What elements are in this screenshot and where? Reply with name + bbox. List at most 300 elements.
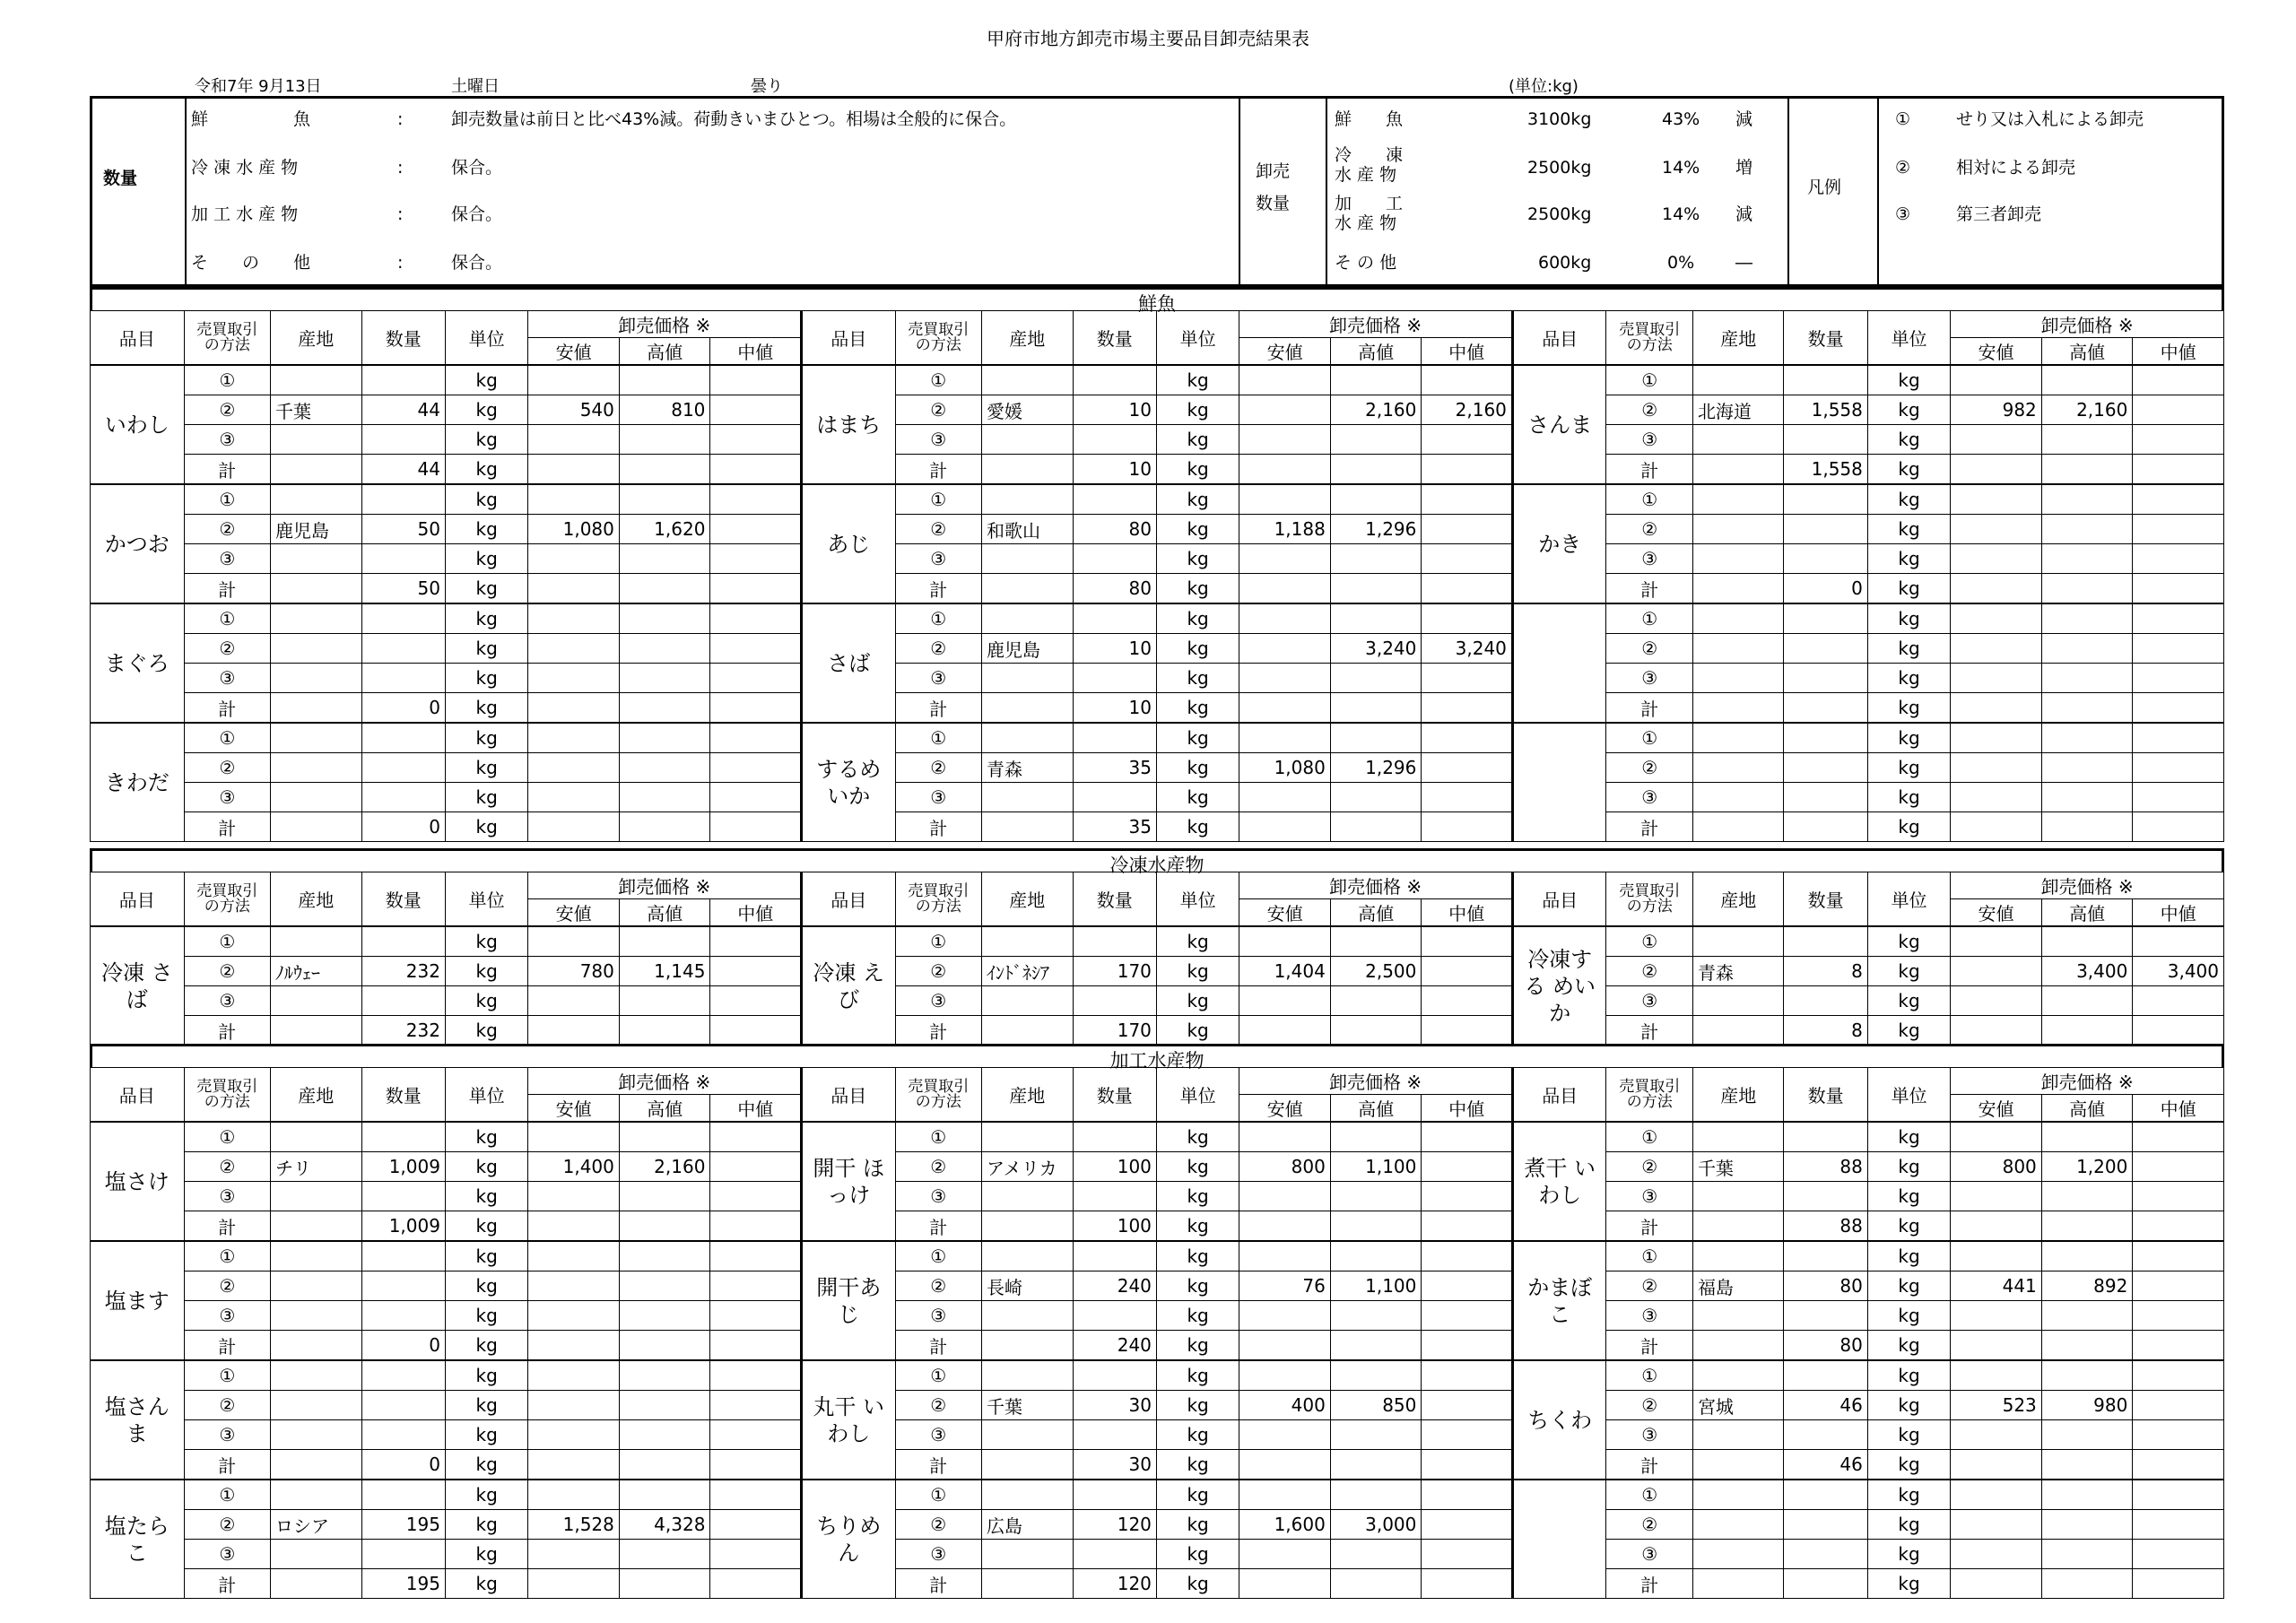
price-mid-cell [2133, 664, 2224, 693]
qty-cell [1073, 1122, 1156, 1152]
col-header-price: 卸売価格 ※ [1239, 872, 1513, 899]
price-high-cell: 2,160 [2041, 395, 2133, 425]
qty-cell: 232 [361, 1016, 445, 1046]
unit-cell: kg [1156, 812, 1239, 842]
col-header-unit: 単位 [445, 872, 527, 927]
price-high-cell: 1,200 [2041, 1152, 2133, 1182]
col-header-item: 品目 [1512, 1068, 1606, 1123]
price-mid-cell [2133, 484, 2224, 515]
table-row [91, 1152, 2224, 1182]
col-header-method-line: の方法 [915, 897, 961, 916]
price-high-cell [1330, 723, 1422, 753]
unit-cell: kg [1156, 1152, 1239, 1182]
unit-cell: kg [445, 603, 527, 634]
unit-cell: kg [1867, 1211, 1950, 1242]
unit-cell: kg [445, 926, 527, 957]
origin-cell [1692, 574, 1784, 604]
price-mid-cell [2133, 1122, 2224, 1152]
price-mid-cell [1422, 1569, 1513, 1599]
origin-cell: 鹿児島 [981, 634, 1073, 664]
price-low-cell [1239, 1450, 1331, 1480]
qty-cell: 0 [361, 1331, 445, 1361]
price-mid-cell [2133, 1152, 2224, 1182]
col-header-method-line: の方法 [1626, 335, 1673, 354]
unit-note: (単位:kg) [1509, 77, 1578, 96]
method-mark: ③ [895, 986, 981, 1016]
price-low-cell: 400 [1239, 1391, 1331, 1420]
origin-cell [271, 812, 362, 842]
unit-cell: kg [1867, 783, 1950, 812]
qty-cell: 195 [361, 1569, 445, 1599]
method-mark: ③ [184, 986, 270, 1016]
price-high-cell [2041, 1331, 2133, 1361]
unit-cell: kg [1867, 634, 1950, 664]
price-low-cell [1951, 957, 2042, 986]
method-mark: 計 [1606, 455, 1692, 485]
method-mark: 計 [184, 693, 270, 724]
price-mid-cell [1422, 723, 1513, 753]
col-header-origin: 産地 [1692, 872, 1784, 927]
price-mid-cell [2133, 986, 2224, 1016]
unit-cell: kg [445, 783, 527, 812]
summary-colon: : [397, 158, 404, 178]
table-row [91, 1182, 2224, 1211]
price-high-cell [619, 1360, 710, 1391]
price-mid-cell [2133, 1510, 2224, 1540]
volume-pct: 43% [1662, 109, 1700, 129]
unit-cell: kg [1867, 723, 1950, 753]
summary-comment: 卸売数量は前日と比べ43%減。荷動きいまひとつ。相場は全般的に保合。 [451, 109, 1017, 129]
qty-cell [1784, 753, 1867, 783]
table-row [91, 515, 2224, 544]
unit-cell: kg [445, 1569, 527, 1599]
col-header-high: 高値 [1330, 338, 1422, 366]
price-mid-cell [1422, 603, 1513, 634]
table-row [91, 395, 2224, 425]
origin-cell [1692, 603, 1784, 634]
price-high-cell [2041, 693, 2133, 724]
price-high-cell [619, 484, 710, 515]
origin-cell: 愛媛 [981, 395, 1073, 425]
method-mark: ③ [1606, 783, 1692, 812]
method-mark: ① [895, 484, 981, 515]
price-mid-cell [1422, 1182, 1513, 1211]
qty-cell [1784, 723, 1867, 753]
qty-cell [361, 484, 445, 515]
processed-table [90, 1067, 2224, 1599]
method-mark: ① [895, 1241, 981, 1271]
qty-cell [361, 753, 445, 783]
col-header-low: 安値 [1951, 338, 2042, 366]
method-mark: ② [895, 753, 981, 783]
item-name: 開干あじ [801, 1241, 895, 1360]
unit-cell: kg [1156, 723, 1239, 753]
origin-cell [271, 365, 362, 395]
price-mid-cell [2133, 1182, 2224, 1211]
table-row [91, 425, 2224, 455]
origin-cell [981, 1420, 1073, 1450]
price-high-cell [1330, 603, 1422, 634]
price-mid-cell [710, 1211, 802, 1242]
method-mark: ③ [895, 783, 981, 812]
price-mid-cell [710, 1301, 802, 1331]
qty-cell: 8 [1784, 957, 1867, 986]
price-mid-cell [710, 395, 802, 425]
col-header-mid: 中値 [1422, 338, 1513, 366]
frozen-table [90, 872, 2224, 1046]
unit-cell: kg [445, 1480, 527, 1510]
unit-cell: kg [445, 455, 527, 485]
method-mark: ② [1606, 957, 1692, 986]
price-high-cell [1330, 425, 1422, 455]
unit-cell: kg [1156, 544, 1239, 574]
price-low-cell [528, 1301, 620, 1331]
qty-cell: 232 [361, 957, 445, 986]
qty-cell [361, 664, 445, 693]
price-low-cell [1239, 1016, 1331, 1046]
price-high-cell [1330, 1211, 1422, 1242]
qty-cell [361, 1420, 445, 1450]
price-low-cell [528, 1420, 620, 1450]
method-mark: ① [1606, 365, 1692, 395]
method-mark: 計 [184, 812, 270, 842]
table-row [91, 783, 2224, 812]
price-low-cell [1239, 664, 1331, 693]
origin-cell [981, 926, 1073, 957]
unit-cell: kg [1156, 365, 1239, 395]
price-high-cell [619, 783, 710, 812]
volume-label: 数量 [1256, 194, 1291, 213]
table-row [91, 1480, 2224, 1510]
method-mark: 計 [1606, 1331, 1692, 1361]
price-high-cell [1330, 1301, 1422, 1331]
unit-cell: kg [445, 365, 527, 395]
qty-cell [361, 1360, 445, 1391]
qty-cell [1073, 1241, 1156, 1271]
col-header-unit: 単位 [1867, 311, 1950, 366]
price-low-cell [1239, 1301, 1331, 1331]
price-low-cell [1951, 1182, 2042, 1211]
price-high-cell [2041, 455, 2133, 485]
origin-cell [981, 1182, 1073, 1211]
unit-cell: kg [445, 1301, 527, 1331]
price-mid-cell [710, 365, 802, 395]
col-header-qty: 数量 [1073, 311, 1156, 366]
price-low-cell [528, 484, 620, 515]
method-mark: ① [895, 1480, 981, 1510]
price-low-cell [1951, 1510, 2042, 1540]
unit-cell: kg [445, 634, 527, 664]
price-high-cell [2041, 783, 2133, 812]
price-mid-cell [2133, 1271, 2224, 1301]
unit-cell: kg [1156, 1510, 1239, 1540]
origin-cell [1692, 753, 1784, 783]
item-name: さんま [1512, 365, 1606, 484]
method-mark: ② [895, 1152, 981, 1182]
item-name: 冷凍 さば [91, 926, 185, 1046]
price-mid-cell [1422, 1016, 1513, 1046]
origin-cell [271, 1211, 362, 1242]
price-high-cell [619, 1016, 710, 1046]
price-low-cell [1951, 783, 2042, 812]
unit-cell: kg [1867, 926, 1950, 957]
method-mark: ① [1606, 1480, 1692, 1510]
price-low-cell: 1,528 [528, 1510, 620, 1540]
price-mid-cell [710, 1271, 802, 1301]
unit-cell: kg [445, 812, 527, 842]
col-header-mid: 中値 [710, 1095, 802, 1123]
origin-cell [271, 664, 362, 693]
qty-cell: 10 [1073, 693, 1156, 724]
price-low-cell [528, 1211, 620, 1242]
price-mid-cell [2133, 723, 2224, 753]
origin-cell [271, 1331, 362, 1361]
price-mid-cell [710, 1450, 802, 1480]
price-mid-cell [710, 812, 802, 842]
price-low-cell: 982 [1951, 395, 2042, 425]
unit-cell: kg [1867, 753, 1950, 783]
price-low-cell [1951, 634, 2042, 664]
table-row [91, 1540, 2224, 1569]
table-row [91, 986, 2224, 1016]
origin-cell: 和歌山 [981, 515, 1073, 544]
qty-cell: 80 [1784, 1271, 1867, 1301]
price-mid-cell [2133, 1420, 2224, 1450]
method-mark: ③ [184, 1301, 270, 1331]
origin-cell: チリ [271, 1152, 362, 1182]
unit-cell: kg [445, 1271, 527, 1301]
price-low-cell: 1,188 [1239, 515, 1331, 544]
qty-cell [1784, 515, 1867, 544]
method-mark: ③ [184, 425, 270, 455]
col-header-method [184, 872, 270, 927]
origin-cell [271, 1480, 362, 1510]
method-mark: ① [895, 1122, 981, 1152]
method-mark: ② [895, 395, 981, 425]
price-high-cell: 4,328 [619, 1510, 710, 1540]
price-mid-cell [2133, 1301, 2224, 1331]
origin-cell [271, 783, 362, 812]
price-high-cell: 892 [2041, 1271, 2133, 1301]
price-low-cell [1951, 1480, 2042, 1510]
price-high-cell: 3,400 [2041, 957, 2133, 986]
price-high-cell [2041, 1540, 2133, 1569]
price-high-cell [2041, 1241, 2133, 1271]
qty-cell [1784, 1122, 1867, 1152]
origin-cell [981, 544, 1073, 574]
origin-cell [271, 603, 362, 634]
price-high-cell [619, 1122, 710, 1152]
unit-cell: kg [1867, 1450, 1950, 1480]
method-mark: 計 [1606, 1569, 1692, 1599]
price-mid-cell [1422, 1122, 1513, 1152]
price-low-cell [528, 603, 620, 634]
table-row [91, 723, 2224, 753]
price-mid-cell [2133, 1450, 2224, 1480]
method-mark: ③ [184, 1540, 270, 1569]
unit-cell: kg [1867, 986, 1950, 1016]
origin-cell [1692, 544, 1784, 574]
unit-cell: kg [1156, 926, 1239, 957]
col-header-item: 品目 [801, 311, 895, 366]
method-mark: ① [895, 723, 981, 753]
col-header-low: 安値 [528, 1095, 620, 1123]
qty-cell: 195 [361, 1510, 445, 1540]
method-mark: ① [895, 926, 981, 957]
qty-cell [1073, 484, 1156, 515]
unit-cell: kg [1867, 425, 1950, 455]
price-mid-cell [1422, 1540, 1513, 1569]
price-high-cell [619, 1271, 710, 1301]
method-mark: ③ [184, 783, 270, 812]
price-low-cell [528, 1331, 620, 1361]
unit-cell: kg [1156, 1540, 1239, 1569]
method-mark: ③ [1606, 1182, 1692, 1211]
price-mid-cell [1422, 1331, 1513, 1361]
price-low-cell [528, 1450, 620, 1480]
price-mid-cell [710, 1360, 802, 1391]
price-high-cell [1330, 926, 1422, 957]
unit-cell: kg [1867, 1241, 1950, 1271]
table-row [91, 1510, 2224, 1540]
price-mid-cell [1422, 484, 1513, 515]
price-mid-cell [1422, 574, 1513, 604]
table-row [91, 664, 2224, 693]
price-high-cell [619, 926, 710, 957]
volume-dir: ― [1735, 253, 1752, 273]
origin-cell [981, 693, 1073, 724]
price-mid-cell [710, 484, 802, 515]
table-row [91, 1241, 2224, 1271]
summary-cat: 加 工 水 産 物 [191, 204, 299, 224]
qty-cell [1784, 1569, 1867, 1599]
legend-label: 凡例 [1807, 178, 1842, 197]
origin-cell [1692, 1540, 1784, 1569]
origin-cell [1692, 1331, 1784, 1361]
price-high-cell: 810 [619, 395, 710, 425]
method-mark: 計 [1606, 1211, 1692, 1242]
method-mark: 計 [895, 1450, 981, 1480]
origin-cell [1692, 783, 1784, 812]
method-mark: 計 [895, 1211, 981, 1242]
method-mark: ① [184, 484, 270, 515]
method-mark: ① [1606, 1122, 1692, 1152]
price-mid-cell [2133, 1211, 2224, 1242]
price-high-cell [2041, 515, 2133, 544]
price-low-cell: 523 [1951, 1391, 2042, 1420]
qty-cell [1784, 425, 1867, 455]
summary-cat: 鮮 魚 [191, 109, 311, 129]
origin-cell [271, 425, 362, 455]
col-header-method [184, 311, 270, 366]
method-mark: ② [895, 1510, 981, 1540]
method-mark: ② [1606, 753, 1692, 783]
price-high-cell [619, 603, 710, 634]
col-header-mid: 中値 [2133, 338, 2224, 366]
method-mark: ③ [1606, 986, 1692, 1016]
origin-cell [271, 753, 362, 783]
price-high-cell [1330, 986, 1422, 1016]
price-mid-cell [710, 753, 802, 783]
qty-cell: 80 [1073, 574, 1156, 604]
price-high-cell [1330, 484, 1422, 515]
qty-cell [1784, 1182, 1867, 1211]
price-high-cell [2041, 1211, 2133, 1242]
qty-cell: 10 [1073, 455, 1156, 485]
price-low-cell [528, 1540, 620, 1569]
price-high-cell [2041, 1122, 2133, 1152]
col-header-method-line: 売買取引 [1619, 881, 1681, 900]
table-row [91, 1271, 2224, 1301]
legend-text: 第三者卸売 [1956, 204, 2042, 224]
price-high-cell [619, 425, 710, 455]
price-mid-cell [710, 1331, 802, 1361]
unit-cell: kg [1867, 1016, 1950, 1046]
unit-cell: kg [1867, 812, 1950, 842]
origin-cell [981, 664, 1073, 693]
unit-cell: kg [1867, 664, 1950, 693]
method-mark: ③ [895, 1420, 981, 1450]
col-header-method-line: 売買取引 [1619, 1077, 1681, 1096]
col-header-unit: 単位 [445, 311, 527, 366]
price-high-cell [2041, 634, 2133, 664]
origin-cell [271, 1241, 362, 1271]
unit-cell: kg [1867, 1540, 1950, 1569]
unit-cell: kg [445, 484, 527, 515]
qty-cell: 0 [361, 1450, 445, 1480]
col-header-price: 卸売価格 ※ [1951, 872, 2224, 899]
item-name: 塩さけ [91, 1122, 185, 1241]
origin-cell [1692, 1360, 1784, 1391]
unit-cell: kg [1156, 603, 1239, 634]
price-low-cell [1951, 1331, 2042, 1361]
col-header-method-line: 売買取引 [196, 1077, 258, 1096]
legend-mark: ② [1895, 158, 1911, 178]
table-row [91, 1301, 2224, 1331]
col-header-method-line: の方法 [1626, 1092, 1673, 1111]
method-mark: 計 [895, 574, 981, 604]
col-header-mid: 中値 [2133, 1095, 2224, 1123]
price-mid-cell [710, 1510, 802, 1540]
price-low-cell [528, 723, 620, 753]
unit-cell: kg [445, 1211, 527, 1242]
table-row [91, 926, 2224, 957]
price-high-cell [2041, 603, 2133, 634]
qty-cell: 170 [1073, 957, 1156, 986]
table-row [91, 365, 2224, 395]
price-mid-cell [2133, 634, 2224, 664]
price-low-cell [1239, 634, 1331, 664]
origin-cell: 千葉 [1692, 1152, 1784, 1182]
method-mark: ① [184, 1122, 270, 1152]
qty-cell [1784, 986, 1867, 1016]
price-high-cell [619, 1420, 710, 1450]
price-high-cell [619, 664, 710, 693]
unit-cell: kg [1156, 753, 1239, 783]
method-mark: ① [184, 1480, 270, 1510]
price-low-cell [528, 544, 620, 574]
unit-cell: kg [1867, 1360, 1950, 1391]
price-high-cell: 1,296 [1330, 515, 1422, 544]
qty-cell [1073, 723, 1156, 753]
unit-cell: kg [1867, 544, 1950, 574]
method-mark: ① [1606, 603, 1692, 634]
unit-cell: kg [1156, 1420, 1239, 1450]
col-header-method-line: の方法 [915, 335, 961, 354]
qty-cell [1073, 1182, 1156, 1211]
unit-cell: kg [1867, 957, 1950, 986]
price-mid-cell [2133, 753, 2224, 783]
